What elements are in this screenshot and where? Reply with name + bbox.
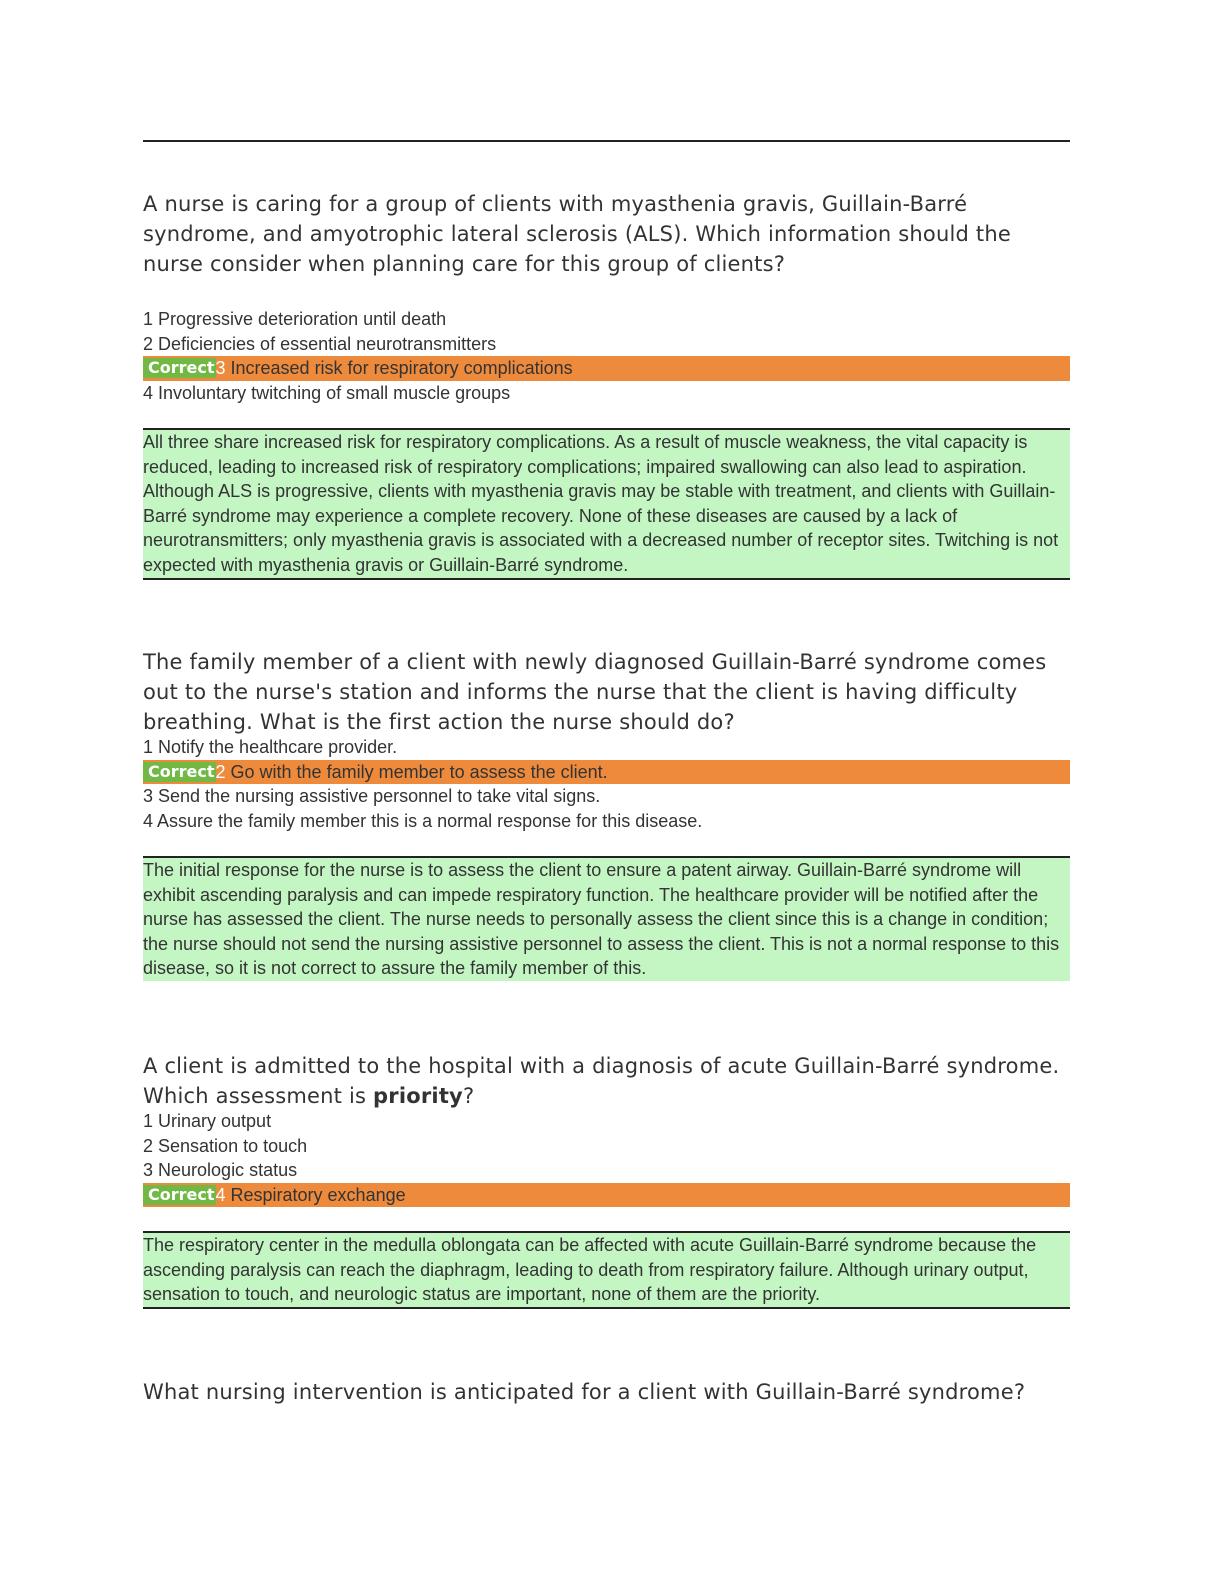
question-2-option-1[interactable]: [143, 735, 1070, 760]
question-1-option-1[interactable]: [143, 307, 1070, 332]
question-1-rationale: All three share increased risk for respiratory complications. As a result of muscle weakness, the vital capacity is reduced, leading to increased risk of respiratory complications; impaired swallowing can also lead to aspiration. Although ALS is progressive, clients with myasthenia gravis may be stable with treatment, and clients with Guillain-Barré syndrome may experience a complete recovery. None of these diseases are caused by a lack of neurotransmitters; only myasthenia gravis is associated with a decreased number of receptor sites. Twitching is not expected with myasthenia gravis or Guillain-Barré syndrome.: [143, 428, 1070, 580]
option-text: Go with the family member to assess the client.: [225, 761, 608, 782]
option-text: Progressive deterioration until death: [153, 309, 447, 329]
top-divider: [143, 140, 1070, 142]
question-3-option-2[interactable]: [143, 1134, 1070, 1159]
option-text: Notify the healthcare provider.: [153, 737, 398, 757]
option-number: 3: [143, 1160, 154, 1180]
option-text: Sensation to touch: [153, 1135, 308, 1156]
option-text: Increased risk for respiratory complications: [225, 358, 573, 378]
option-number: 1: [143, 309, 154, 329]
option-number: 3: [143, 786, 154, 806]
correct-badge: Correct: [143, 762, 216, 782]
option-text: Deficiencies of essential neurotransmitters: [153, 333, 497, 354]
option-text: Respiratory exchange: [225, 1184, 406, 1205]
option-number: 2: [143, 333, 154, 354]
question-3-option-1[interactable]: [143, 1109, 1070, 1134]
option-text: Urinary output: [153, 1111, 272, 1131]
question-2-option-3[interactable]: [143, 784, 1070, 809]
option-text: Neurologic status: [153, 1160, 298, 1180]
question-1-option-3-correct[interactable]: [143, 356, 1070, 381]
stem-text: A client is admitted to the hospital with a diagnosis of acute Guillain-Barré syndrome. Which assessment is: [143, 1054, 1060, 1108]
correct-badge: Correct: [143, 1185, 216, 1205]
question-1-options: [143, 307, 1070, 405]
question-2-rationale: The initial response for the nurse is to assess the client to ensure a patent airway. Guillain-Barré syndrome will exhibit ascending paralysis and can impede respiratory function. The healthcare provider will be notified after the nurse has assessed the client. The nurse needs to personally assess the client since this is a change in condition; the nurse should not send the nursing assistive personnel to assess the client. This is not a normal response to this disease, so it is not correct to assure the family member of this.: [143, 856, 1070, 981]
question-4-stem: What nursing intervention is anticipated for a client with Guillain-Barré syndrome?: [143, 1380, 1026, 1404]
question-2-options: [143, 735, 1070, 833]
question-3-options: [143, 1109, 1070, 1207]
option-number: 4: [215, 1184, 226, 1205]
option-number: 4: [143, 382, 154, 403]
option-text: Involuntary twitching of small muscle groups: [153, 382, 511, 403]
correct-badge: Correct: [143, 358, 216, 378]
question-1-option-2[interactable]: [143, 332, 1070, 357]
option-number: 2: [215, 761, 226, 782]
option-number: 1: [143, 1111, 154, 1131]
question-1-stem: A nurse is caring for a group of clients with myasthenia gravis, Guillain-Barré syndrome, and amyotrophic lateral sclerosis (ALS). Which information should the nurse consider when planning care for this group of clients?: [143, 192, 1011, 276]
option-number: 1: [143, 737, 154, 757]
question-2-option-2-correct[interactable]: [143, 760, 1070, 785]
question-2-option-4[interactable]: [143, 809, 1070, 834]
option-text: Assure the family member this is a normal response for this disease.: [153, 810, 703, 831]
question-1-option-4[interactable]: [143, 381, 1070, 406]
option-text: Send the nursing assistive personnel to take vital signs.: [153, 786, 601, 806]
question-2-stem: The family member of a client with newly diagnosed Guillain-Barré syndrome comes out to the nurse's station and informs the nurse that the client is having difficulty breathing. What is the first action the nurse should do?: [143, 650, 1047, 734]
option-number: 2: [143, 1135, 154, 1156]
question-3-stem: [143, 1051, 1070, 1111]
stem-emphasis: priority: [373, 1084, 463, 1108]
question-3-option-3[interactable]: [143, 1158, 1070, 1183]
option-number: 4: [143, 810, 154, 831]
option-number: 3: [215, 358, 226, 378]
question-3-option-4-correct[interactable]: [143, 1183, 1070, 1208]
stem-text-end: ?: [462, 1084, 475, 1108]
question-3-rationale: The respiratory center in the medulla oblongata can be affected with acute Guillain-Barré syndrome because the ascending paralysis can reach the diaphragm, leading to death from respiratory failure. Although urinary output, sensation to touch, and neurologic status are important, none of them are the priority.: [143, 1231, 1070, 1309]
